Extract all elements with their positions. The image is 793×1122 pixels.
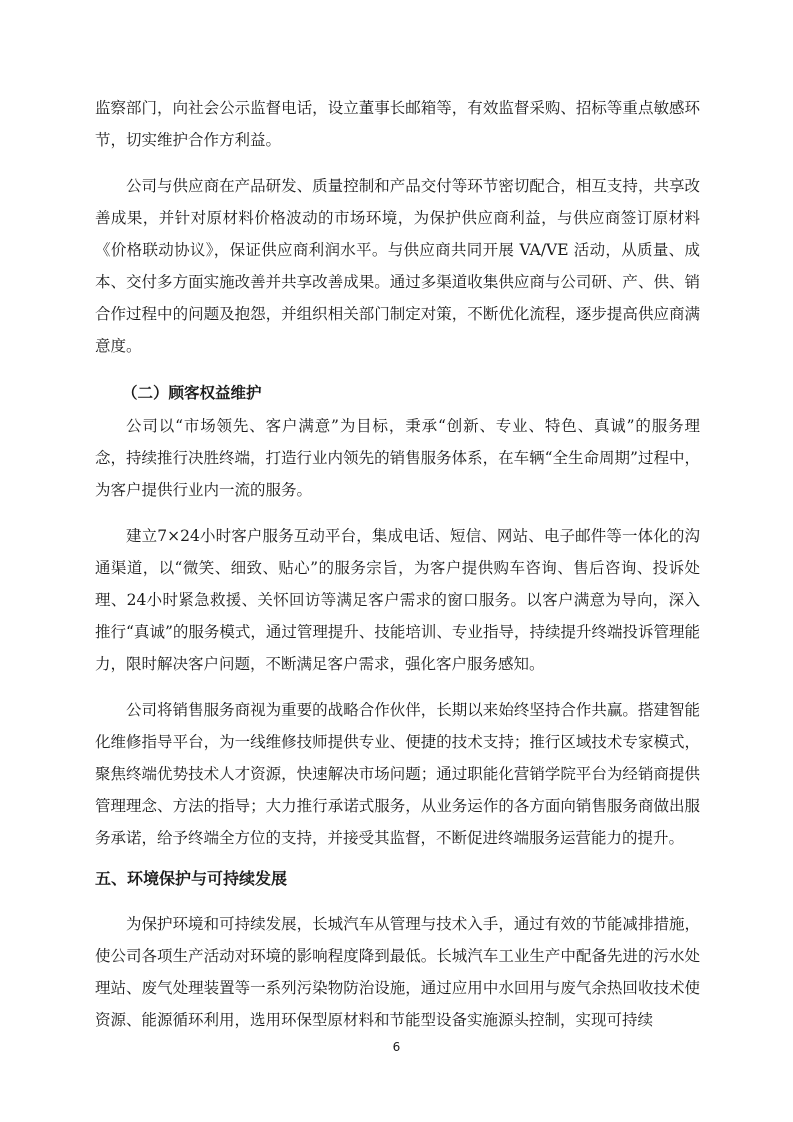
paragraph-customer-service-philosophy: 公司以“市场领先、客户满意”为目标，秉承“创新、专业、特色、真诚”的服务理念，持续推行决胜终端，打造行业内领先的销售服务体系，在车辆“全生命周期”过程中，为客户提供行业内一流的服务。	[95, 417, 700, 499]
paragraph-dealer-partnership: 公司将销售服务商视为重要的战略合作伙伴，长期以来始终坚持合作共赢。搭建智能化维修指导平台，为一线维修技师提供专业、便捷的技术支持；推行区域技术专家模式，聚焦终端优势技术人才资源，快速解决市场问题；通过职能化营销学院平台为经销商提供管理理念、方法的指导；大力推行承诺式服务，从业务运作的各方面向销售服务商做出服务承诺，给予终端全方位的支持，并接受其监督，不断促进终端服务运营能力的提升。	[95, 701, 700, 847]
section-heading-customer-rights: （二）顾客权益维护	[122, 384, 262, 402]
paragraph-supervision: 监察部门，向社会公示监督电话，设立董事长邮箱等，有效监督采购、招标等重点敏感环节，切实维护合作方利益。	[95, 99, 700, 149]
section-heading-environment: 五、环境保护与可持续发展	[95, 869, 288, 888]
paragraph-supplier-cooperation: 公司与供应商在产品研发、质量控制和产品交付等环节密切配合，相互支持，共享改善成果，并针对原材料价格波动的市场环境，为保护供应商利益，与供应商签订原材料《价格联动协议》，保证供应商利润水平。与供应商共同开展 VA/VE 活动，从质量、成本、交付多方面实施改善并共享改善成果。通过多渠道收集供应商与公司研、产、供、销合作过程中的问题及抱怨，并组织相关部门制定对策，不断优化流程，逐步提高供应商满意度。	[95, 177, 700, 355]
paragraph-environment-protection: 为保护环境和可持续发展，长城汽车从管理与技术入手，通过有效的节能减排措施，使公司各项生产活动对环境的影响程度降到最低。长城汽车工业生产中配备先进的污水处理站、废气处理装置等一系列污染物防治设施，通过应用中水回用与废气余热回收技术使资源、能源循环利用，选用环保型原材料和节能型设备实施源头控制，实现可持续	[95, 915, 700, 1029]
page-number: 6	[392, 1040, 401, 1054]
paragraph-customer-service-platform: 建立7×24小时客户服务互动平台，集成电话、短信、网站、电子邮件等一体化的沟通渠道，以“微笑、细致、贴心”的服务宗旨，为客户提供购车咨询、售后咨询、投诉处理、24小时紧急救援、关怀回访等满足客户需求的窗口服务。以客户满意为导向，深入推行“真诚”的服务模式，通过管理提升、技能培训、专业指导，持续提升终端投诉管理能力，限时解决客户问题，不断满足客户需求，强化客户服务感知。	[95, 527, 700, 673]
document-body	[95, 92, 700, 1036]
